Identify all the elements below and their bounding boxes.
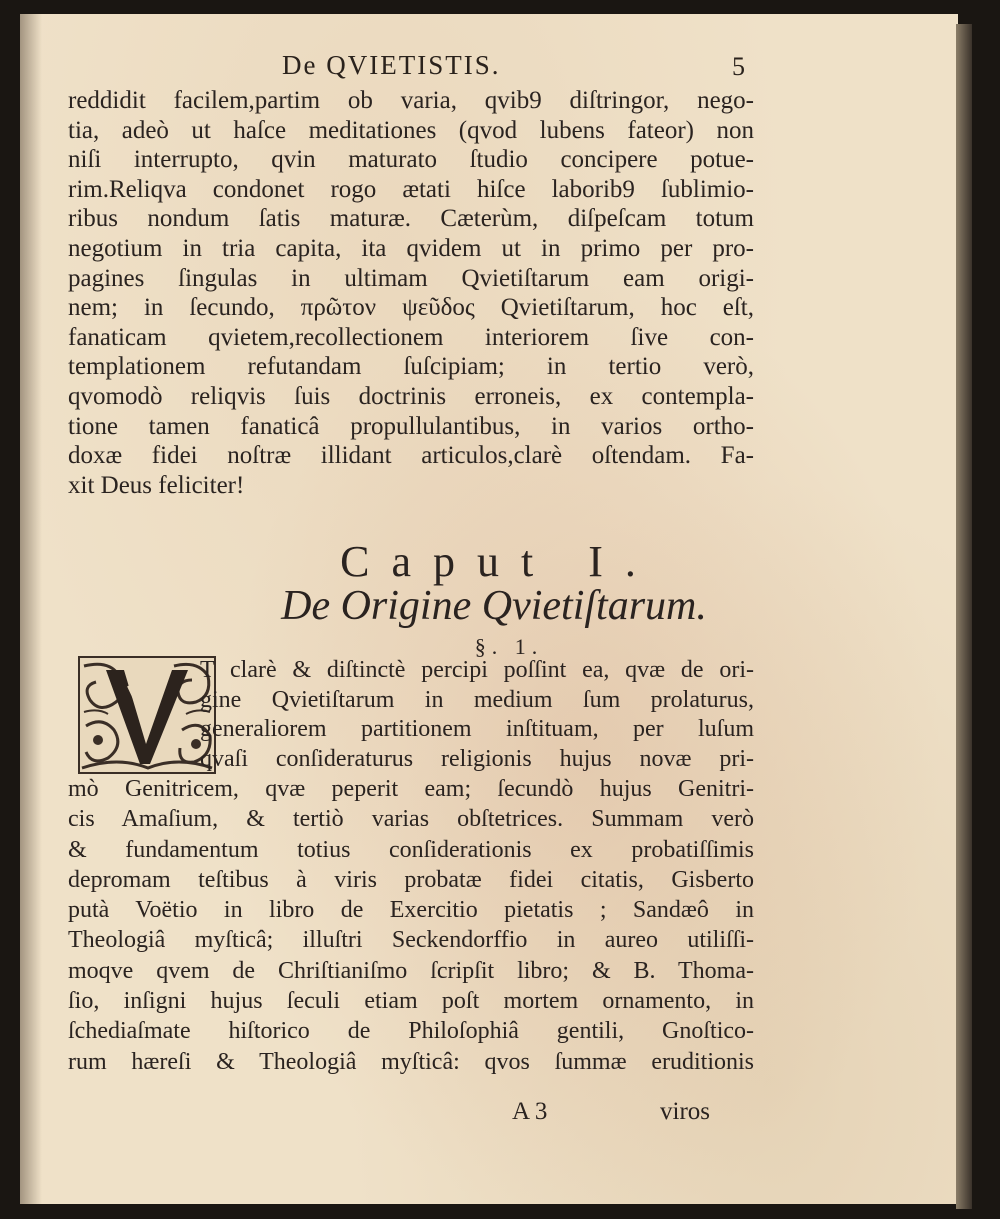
text-line: tione tamen fanaticâ propullulantibus, in varios ortho-: [68, 412, 754, 440]
text-line: pagines ſingulas in ultimam Qvietiſtarum eam origi-: [68, 264, 754, 292]
text-line: & fundamentum totius conſiderationis ex probatiſſimis: [68, 836, 754, 863]
running-head: De QVIETISTIS.: [282, 50, 501, 80]
text-line: niſi interrupto, qvin maturato ſtudio concipere potue-: [68, 146, 754, 174]
ornamental-initial-v-icon: [78, 656, 216, 774]
text-line: T clarè & diſtinctè percipi poſſint ea, qvæ de ori-: [200, 657, 754, 683]
text-line: tia, adeò ut haſce meditationes (qvod lubens fateor) non: [68, 116, 754, 144]
text-line: templationem refutandam ſuſcipiam; in tertio verò,: [68, 353, 754, 381]
text-line: nem; in ſecundo, πρῶτον ψεῦδος Qvietiſtarum, hoc eſt,: [68, 294, 754, 322]
text-line: depromam teſtibus à viris probatæ fidei citatis, Gisberto: [68, 866, 754, 893]
page-footer: [20, 1098, 958, 1134]
drop-cap-paragraph: [200, 656, 754, 774]
text-line: xit Deus feliciter!: [68, 471, 245, 499]
catchword: viros: [660, 1098, 710, 1125]
book-page: [20, 14, 958, 1204]
text-line: rum hæreſi & Theologiâ myſticâ: qvos ſummæ eruditionis: [68, 1048, 754, 1075]
text-line: negotium in tria capita, ita qvidem ut in primo per pro-: [68, 234, 754, 262]
text-line: generaliorem partitionem inſtituam, per luſum: [200, 716, 754, 743]
text-line: ſchediaſmate hiſtorico de Philoſophiâ gentili, Gnoſtico-: [68, 1018, 754, 1045]
intro-paragraph: [68, 86, 754, 500]
text-line: gine Qvietiſtarum in medium ſum prolaturus,: [200, 686, 754, 713]
section-paragraph: [68, 774, 754, 1077]
text-line: rim.Reliqva condonet rogo ætati hiſce laborib9 ſublimio-: [68, 175, 754, 203]
chapter-title: De Origine Qvietiſtarum.: [281, 583, 707, 629]
page-edge: [956, 24, 972, 1209]
text-line: fanaticam qvietem,recollectionem interiorem ſive con-: [68, 323, 754, 351]
section-mark: §. 1.: [474, 634, 544, 659]
page-number: 5: [732, 52, 745, 81]
text-line: mò Genitricem, qvæ peperit eam; ſecundò hujus Genitri-: [68, 776, 754, 802]
page-header: [20, 42, 958, 82]
text-line: Theologiâ myſticâ; illuſtri Seckendorffio in aureo utiliſſi-: [68, 927, 754, 954]
caput-heading: Caput I.: [340, 537, 658, 586]
text-line: reddidit facilem,partim ob varia, qvib9 diſtringor, nego-: [68, 87, 754, 114]
text-line: qvaſi conſideraturus religionis hujus novæ pri-: [200, 745, 754, 772]
text-line: putà Voëtio in libro de Exercitio pietatis ; Sandæô in: [68, 897, 754, 924]
text-line: qvomodò reliqvis ſuis doctrinis erroneis, ex contempla-: [68, 382, 754, 410]
signature-mark: A 3: [512, 1098, 548, 1125]
text-line: ſio, inſigni hujus ſeculi etiam poſt mortem ornamento, in: [68, 988, 754, 1015]
text-line: moqve qvem de Chriſtianiſmo ſcripſit libro; & B. Thoma-: [68, 957, 754, 984]
text-line: doxæ fidei noſtræ illidant articulos,clarè oſtendam. Fa-: [68, 442, 754, 470]
text-line: cis Amaſium, & tertiò varias obſtetrices. Summam verò: [68, 806, 754, 833]
text-line: ribus nondum ſatis maturæ. Cæterùm, diſpeſcam totum: [68, 205, 754, 233]
